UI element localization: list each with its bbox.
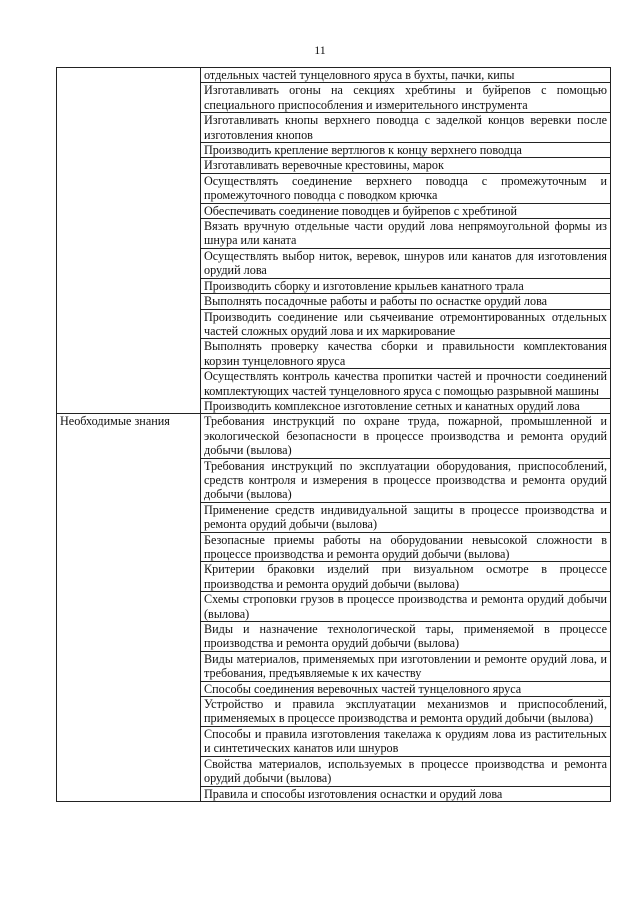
knowledge-item: Критерии браковки изделий при визуальном осмотре в процессе производства и ремонта орудий добычи (вылова) xyxy=(201,562,611,592)
skill-item: Изготавливать веревочные крестовины, марок xyxy=(201,158,611,173)
knowledge-item: Применение средств индивидуальной защиты в процессе производства и ремонта орудий добычи (вылова) xyxy=(201,502,611,532)
skill-item: Обеспечивать соединение поводцев и буйрепов с хребтиной xyxy=(201,203,611,218)
skill-item: Вязать вручную отдельные части орудий лова непрямоугольной формы из шнура или каната xyxy=(201,219,611,249)
knowledge-item: Виды и назначение технологической тары, применяемой в процессе производства и ремонта орудий добычи (вылова) xyxy=(201,622,611,652)
skill-item: Выполнять проверку качества сборки и правильности комплектования корзин тунцеловного яруса xyxy=(201,339,611,369)
skill-item: Производить соединение или сьячеивание отремонтированных отдельных частей сложных орудий лова и их маркирование xyxy=(201,309,611,339)
skill-item: Производить сборку и изготовление крыльев канатного трала xyxy=(201,278,611,293)
skill-item: Осуществлять выбор ниток, веревок, шнуров или канатов для изготовления орудий лова xyxy=(201,248,611,278)
knowledge-item: Способы и правила изготовления такелажа к орудиям лова из растительных и синтетических канатов или шнуров xyxy=(201,726,611,756)
skill-item: Изготавливать кнопы верхнего поводца с заделкой концов веревки после изготовления кнопов xyxy=(201,113,611,143)
skill-item: Осуществлять контроль качества пропитки частей и прочности соединений комплектующих частей тунцеловного яруса с помощью разрывной машины xyxy=(201,369,611,399)
knowledge-item: Требования инструкций по охране труда, пожарной, промышленной и экологической безопасности в процессе производства и ремонта орудий добычи (вылова) xyxy=(201,414,611,458)
knowledge-item: Схемы строповки грузов в процессе производства и ремонта орудий добычи (вылова) xyxy=(201,592,611,622)
skill-item: Производить крепление вертлюгов к концу верхнего поводца xyxy=(201,143,611,158)
knowledge-row xyxy=(57,414,611,458)
knowledge-item: Правила и способы изготовления оснастки и орудий лова xyxy=(201,786,611,801)
skill-item: Выполнять посадочные работы и работы по оснастке орудий лова xyxy=(201,294,611,309)
skill-item: Производить комплексное изготовление сетных и канатных орудий лова xyxy=(201,398,611,413)
knowledge-label: Необходимые знания xyxy=(57,414,201,802)
skills-label xyxy=(57,68,201,414)
knowledge-item: Безопасные приемы работы на оборудовании невысокой сложности в процессе производства и ремонта орудий добычи (вылова) xyxy=(201,532,611,562)
skill-item: отдельных частей тунцеловного яруса в бухты, пачки, кипы xyxy=(201,68,611,83)
skill-row xyxy=(57,68,611,83)
knowledge-item: Требования инструкций по эксплуатации оборудования, приспособлений, средств контроля и измерения в процессе производства и ремонта орудий добычи (вылова) xyxy=(201,458,611,502)
knowledge-item: Виды материалов, применяемых при изготовлении и ремонте орудий лова, и требования, предъявляемые к их качеству xyxy=(201,651,611,681)
knowledge-item: Устройство и правила эксплуатации механизмов и приспособлений, применяемых в процессе производства и ремонта орудий добычи (вылова) xyxy=(201,697,611,727)
knowledge-item: Способы соединения веревочных частей тунцеловного яруса xyxy=(201,681,611,696)
page-number: 11 xyxy=(314,43,326,57)
skill-item: Изготавливать огоны на секциях хребтины и буйрепов с помощью специального приспособления и измерительного инструмента xyxy=(201,83,611,113)
skill-item: Осуществлять соединение верхнего поводца с промежуточным и промежуточного поводца с поводком крючка xyxy=(201,173,611,203)
competency-table xyxy=(56,67,611,802)
knowledge-item: Свойства материалов, используемых в процессе производства и ремонта орудий добычи (вылова) xyxy=(201,756,611,786)
